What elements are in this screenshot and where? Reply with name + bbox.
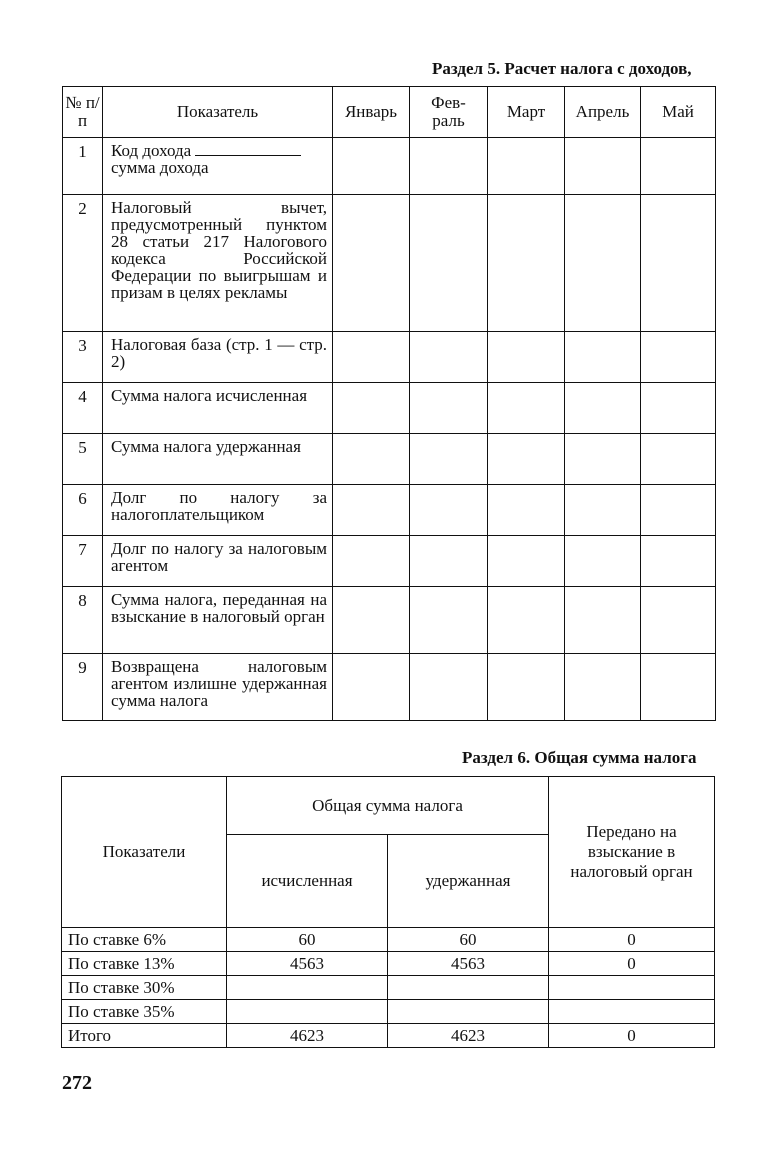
cell	[641, 332, 716, 383]
table-row	[62, 928, 715, 952]
transferred-value: 0	[549, 952, 715, 976]
cell	[333, 654, 410, 721]
header-month-may: Май	[641, 87, 716, 138]
income-code-label: Код дохода	[111, 141, 192, 160]
table-row	[63, 383, 716, 434]
cell	[565, 587, 641, 654]
cell	[333, 485, 410, 536]
cell	[488, 654, 565, 721]
row-label: Итого	[62, 1024, 227, 1048]
header-month-february: Фев-раль	[410, 87, 488, 138]
row-number: 4	[63, 383, 103, 434]
table-row	[63, 536, 716, 587]
row-number: 7	[63, 536, 103, 587]
header-month-april: Апрель	[565, 87, 641, 138]
table-row	[62, 1024, 715, 1048]
row-indicator: Сумма налога, переданная на взыскание в налоговый орган	[103, 587, 333, 654]
row-label: По ставке 6%	[62, 928, 227, 952]
cell	[333, 536, 410, 587]
cell	[488, 332, 565, 383]
header-number: № п/п	[63, 87, 103, 138]
income-code-blank	[195, 143, 301, 156]
cell	[488, 485, 565, 536]
header-withheld: удержанная	[388, 835, 549, 928]
table-row	[63, 485, 716, 536]
cell	[488, 587, 565, 654]
header-calculated: исчисленная	[227, 835, 388, 928]
cell	[333, 434, 410, 485]
table-row	[63, 587, 716, 654]
cell	[410, 485, 488, 536]
calculated-value: 60	[227, 928, 388, 952]
cell	[641, 536, 716, 587]
header-indicator: Показатель	[103, 87, 333, 138]
row-number: 9	[63, 654, 103, 721]
row-indicator: Сумма налога исчисленная	[103, 383, 333, 434]
cell	[488, 383, 565, 434]
income-amount-label: сумма дохода	[111, 158, 209, 177]
section-6-table	[61, 776, 715, 1048]
table-header-row	[62, 777, 715, 835]
row-indicator: Налоговая база (стр. 1 — стр. 2)	[103, 332, 333, 383]
cell	[565, 485, 641, 536]
cell	[488, 195, 565, 332]
row-indicator: Долг по налогу за налоговым агентом	[103, 536, 333, 587]
row-label: По ставке 35%	[62, 1000, 227, 1024]
cell	[565, 332, 641, 383]
cell	[410, 332, 488, 383]
withheld-value: 60	[388, 928, 549, 952]
cell	[565, 654, 641, 721]
cell	[410, 138, 488, 195]
calculated-value: 4623	[227, 1024, 388, 1048]
cell	[488, 138, 565, 195]
cell	[565, 195, 641, 332]
cell	[333, 195, 410, 332]
cell	[641, 485, 716, 536]
row-number: 2	[63, 195, 103, 332]
cell	[641, 383, 716, 434]
row-number: 8	[63, 587, 103, 654]
header-transferred: Передано на взыскание в налоговый орган	[549, 777, 715, 928]
row-label: По ставке 13%	[62, 952, 227, 976]
transferred-value	[549, 976, 715, 1000]
header-month-march: Март	[488, 87, 565, 138]
section-5-table	[62, 86, 716, 721]
row-indicator: Долг по налогу за налогоплательщиком	[103, 485, 333, 536]
section-6-title: Раздел 6. Общая сумма налога	[462, 748, 697, 767]
withheld-value: 4563	[388, 952, 549, 976]
withheld-value	[388, 976, 549, 1000]
cell	[488, 536, 565, 587]
table-row	[62, 952, 715, 976]
table-row	[63, 332, 716, 383]
cell	[410, 536, 488, 587]
header-indicators: Показатели	[62, 777, 227, 928]
transferred-value: 0	[549, 1024, 715, 1048]
table-row	[62, 1000, 715, 1024]
row-number: 6	[63, 485, 103, 536]
section-5-title: Раздел 5. Расчет налога с доходов,	[432, 59, 692, 78]
transferred-value: 0	[549, 928, 715, 952]
row-indicator: Налоговый вычет, предусмотренный пунктом 28 статьи 217 Налогового кодекса Российской Федерации по выигрышам и призам в целях рекламы	[103, 195, 333, 332]
withheld-value	[388, 1000, 549, 1024]
cell	[410, 195, 488, 332]
cell	[641, 138, 716, 195]
row-indicator	[103, 138, 333, 195]
calculated-value: 4563	[227, 952, 388, 976]
cell	[410, 654, 488, 721]
cell	[333, 383, 410, 434]
calculated-value	[227, 976, 388, 1000]
cell	[410, 587, 488, 654]
row-indicator: Сумма налога удержанная	[103, 434, 333, 485]
table-row	[63, 434, 716, 485]
table-header-row	[63, 87, 716, 138]
cell	[641, 434, 716, 485]
transferred-value	[549, 1000, 715, 1024]
cell	[333, 138, 410, 195]
cell	[410, 383, 488, 434]
cell	[410, 434, 488, 485]
row-number: 3	[63, 332, 103, 383]
cell	[641, 195, 716, 332]
cell	[565, 434, 641, 485]
calculated-value	[227, 1000, 388, 1024]
cell	[333, 587, 410, 654]
page-number: 272	[62, 1072, 92, 1094]
row-number: 1	[63, 138, 103, 195]
cell	[333, 332, 410, 383]
cell	[641, 587, 716, 654]
table-row	[63, 195, 716, 332]
row-number: 5	[63, 434, 103, 485]
cell	[641, 654, 716, 721]
header-total-tax: Общая сумма налога	[227, 777, 549, 835]
row-label: По ставке 30%	[62, 976, 227, 1000]
cell	[488, 434, 565, 485]
cell	[565, 383, 641, 434]
table-row	[63, 654, 716, 721]
table-row	[63, 138, 716, 195]
withheld-value: 4623	[388, 1024, 549, 1048]
row-indicator: Возвращена налоговым агентом излишне удержанная сумма налога	[103, 654, 333, 721]
cell	[565, 138, 641, 195]
cell	[565, 536, 641, 587]
table-row	[62, 976, 715, 1000]
header-month-january: Январь	[333, 87, 410, 138]
